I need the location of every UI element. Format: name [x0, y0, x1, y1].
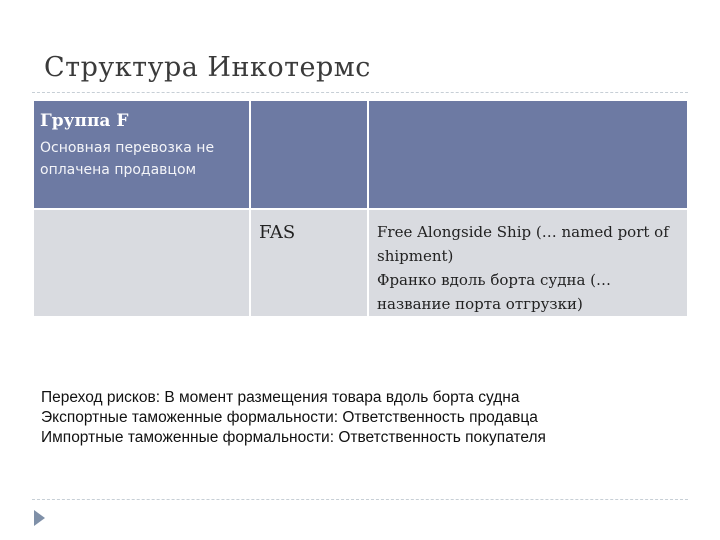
group-title: Группа F	[40, 111, 129, 131]
row-cell-description	[368, 209, 687, 316]
term-description-ru: Франко вдоль борта судна (… название порта отгрузки)	[377, 271, 612, 313]
footer-divider	[32, 499, 688, 500]
row-cell-code	[250, 209, 368, 316]
row-cell-empty	[34, 209, 250, 316]
incoterms-table	[34, 101, 687, 316]
note-risk-transfer: Переход рисков: В момент размещения товара вдоль борта судна	[41, 389, 520, 406]
header-cell-code	[250, 101, 368, 209]
slide-title: Структура Инкотермс	[44, 52, 371, 83]
triangle-right-icon[interactable]	[34, 510, 45, 526]
table-header-row	[34, 101, 687, 209]
header-cell-description	[368, 101, 687, 209]
notes-block	[41, 388, 681, 448]
group-subtitle: Основная перевозка не оплачена продавцом	[40, 140, 215, 178]
table-row	[34, 209, 687, 316]
term-code: FAS	[259, 222, 296, 243]
note-import-customs: Импортные таможенные формальности: Ответственность покупателя	[41, 429, 546, 446]
term-description-en: Free Alongside Ship (… named port of shipment)	[377, 223, 669, 265]
title-divider	[32, 92, 688, 93]
note-export-customs: Экспортные таможенные формальности: Ответственность продавца	[41, 409, 538, 426]
header-cell-group	[34, 101, 250, 209]
